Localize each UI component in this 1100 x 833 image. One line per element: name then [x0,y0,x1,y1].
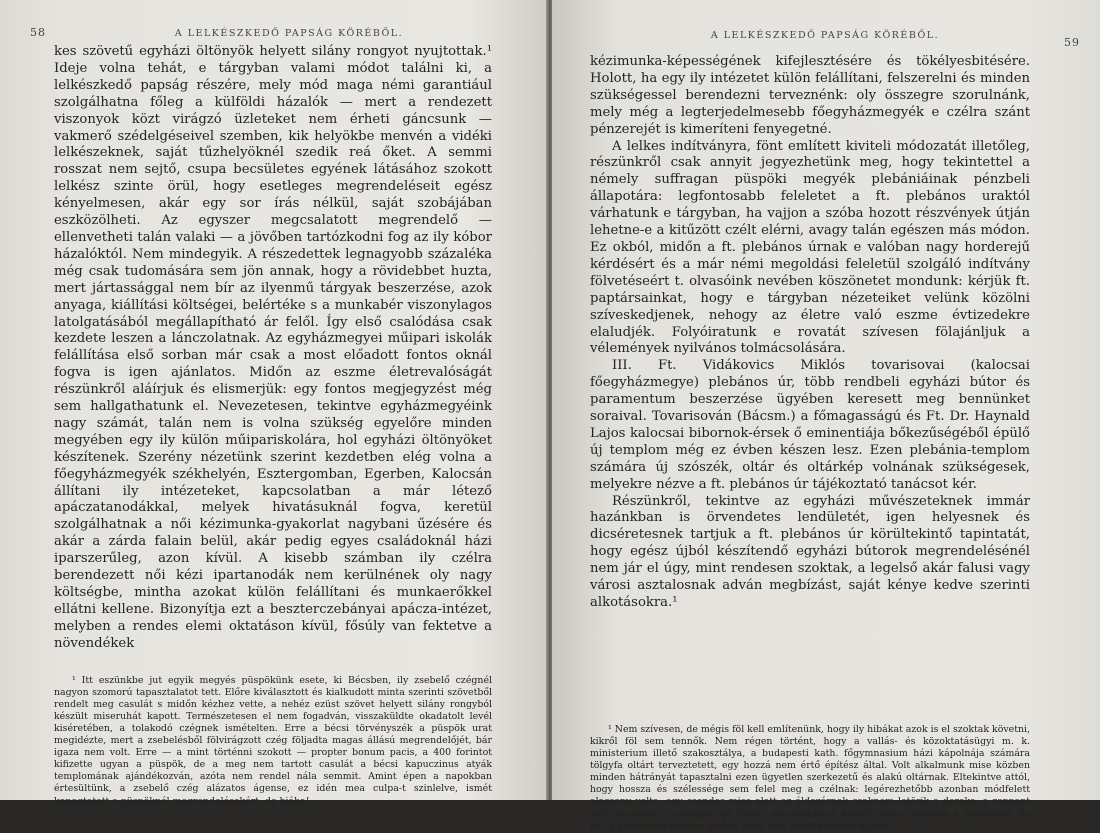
left-page [0,0,548,807]
right-footnote-text: ¹ Nem szívesen, de mégis föl kell említenünk, hogy ily hibákat azok is el szoktak követni, kikről föl sem tennők. Nem régen történt, hogy a vallás- és közoktatásügyi m. k. ministerium illető szakosztálya, a budapesti kath. főgymnasium házi kápolnája számára tölgyfa oltárt terveztetett, egy hozzá nem értő építész által. Volt alkalmunk mise közben minden hátrányát tapasztalni ezen ügyetlen szerkezetű és alakú oltárnak. Eltekintve attól, hogy hossza és szélessége sem felel meg a czélnak: legérezhetőbb azonban módfelett alacsony volta; egy csendes mise alatt az áldozárnak csaknem letörik a dereka, a roppant sok lehajlástól. Legalább egy lábbal magasabbnak kellett volna csinálnia a mesternek de hát a protestans építész azelőtt soha sem látott közelről oltárt! [590,723,1030,832]
right-running-head: A LELKÉSZKEDŐ PAPSÁG KÖRÉBŐL. [710,30,940,41]
left-footnote-text: ¹ Itt eszünkbe jut egyik megyés püspökünk esete, ki Bécsben, ily zsebelő czégnél nagyon szomorú tapasztalatot tett. Előre kiválasztott és kialkudott minta szerinti szövetből rendelt meg casulát s midőn kézhez vette, a nehéz ezüst szövet helyett silány rongyból készült miseruhát kapott. Természetesen el nem fogadván, visszaküldte okadatolt levél kiséretében, a tolakodó czégnek ismételten. Erre a bécsi törvényszék a püspök urat megidézte, mert a zsebelésből fölvirágzott czég följadta magas állású megrendelőjét, bár igaza nem volt. Erre — a mint történni szokott — propter bonum pacis, a 400 forintot kifizette ugyan a püspök, de a meg nem tartott casulát a bécsi kapuczinus atyák templomának ajándékozván, azóta nem rendel nála semmit. Amint épen a napokban értesültünk, a zsebelő czég alázatos ágense, ez idén mea culpa-t szinlelve, ismét kopogtatott a püspöknél megrendelésekért, de hiába! [54,674,492,807]
left-page-header [30,18,524,44]
left-paragraph-1: kes szövetű egyházi öltönyök helyett silány rongyot nyujtottak.¹ Ideje volna tehát, e tárgyban valami módot találni ki, a lelkészkedő papság részére, mely mód maga némi garantiául szolgálhatna főleg a külföldi házalók — mert a rendezett viszonyok közt virágzó üzleteket nem érheti gáncsunk — vakmerő szédelgéseivel szemben, kik helyökbe menvén a vidéki lelkészeknek, saját tűzhelyöknél szedik reá őket. A semmi rosszat nem sejtő, csupa becsületes egyének látásához szokott lelkész szinte örül, hogy esetleges megrendeléseit egész kényelmesen, akár egy sor írás nélkül, saját szobájában eszközölheti. Az egyszer megcsalatott megrendelő — ellenvetheti talán valaki — a jövőben tartózkodni fog az ily kóbor házalóktól. Nem mindegyik. A részedettek legnagyobb százaléka még csak tudomására sem jön annak, hogy a rövidebbet huzta, mert jártassággal nem bír az ilyenmű tárgyak beszerzése, azok anyaga, kiállítási költségei, belértéke s a munkabér viszonylagos latolgatásából megállapítható ár felől. Így első csalódása csak kezdete leszen a lánczolatnak. Az egyházmegyei műipari iskolák felállítása első sorban már csak a most előadott fontos oknál fogva is igen ajánlatos. Midőn az eszme életrevalóságát részünkről aláírjuk és elismerjük: egy fontos megjegyzést még sem hallgathatunk el. Nevezetesen, tekintve egyházmegyéink nagy számát, talán nem is volna szükség egyelőre minden megyében egy ily külön műipariskolára, hol egyházi öltönyöket készítenek. Szerény nézetünk szerint kezdetben elég volna a főegyházmegyék székhelyén, Esztergomban, Egerben, Kalocsán állítani ily intézeteket, kapcsolatban a már létező apáczatanodákkal, melyek hivatásuknál fogva, keretül szolgálhatnak a női kézimunka-gyakorlat nagybani űzésére és akár a zárda falain belül, akár pedig egyes családoknál házi iparszerűleg, azon kívül. A kisebb számban ily czélra berendezett női kézi ipartanodák nem kerülnének oly nagy költségbe, mintha azokat külön felállítani és munkaerőkkel ellátni kellene. Bizonyítja ezt a beszterczebányai apácza-intézet, melyben a rendes elemi oktatáson kívül, fősúly van fektetve a növendékek [54,44,492,651]
right-page-number: 59 [1064,36,1080,49]
left-page-number: 58 [30,26,46,39]
right-page [552,0,1100,832]
right-paragraph-4: Részünkről, tekintve az egyházi művészeteknek immár hazánkban is örvendetes lendületét, igen helyesnek és dicséretesnek tartjuk a ft. plebános úr körültekintő tapintatát, hogy egész újból készítendő egyházi bútorok megrendelésénél nem jár el úgy, mint rendesen szoktak, a legelső akár falusi vagy városi asztalosnak adván megbízást, saját kénye kedve szerinti alkotásokra.¹ [590,493,1030,610]
right-page-header [590,20,1080,49]
right-paragraph-1: kézimunka-képességének kifejlesztésére és tökélyesbitésére. Holott, ha egy ily intézetet külön felállítani, felszerelni és minden szükségessel berendezni terveznénk: oly összegre szorulnánk, mely még a legterjedelmesebb főegyházmegyék e czélra szánt pénzerejét is kimeríteni fenyegetné. [590,54,1030,137]
left-body-text [54,44,492,653]
left-running-head: A LELKÉSZKEDŐ PAPSÁG KÖRÉBŐL. [174,28,404,39]
right-paragraph-2: A lelkes indítványra, fönt említett kiviteli módozatát illetőleg, részünkről csak annyit jegyezhetünk meg, hogy tekintettel a némely suffragan püspöki megyék plebániáinak pénzbeli állapotára: legfontosabb feleletet a ft. plebános uraktól várhatunk e tárgyban, ha vajjon a szóba hozott részvények útján lehetne-e a kitűzött czélt elérni, avagy talán egészen más módon. Ez okból, midőn a ft. plebános úrnak e valóban nagy horderejű kérdésért és a már némi megoldási feleletül szolgáló indítvány fölvetéseért t. olvasóink nevében köszönetet mondunk: kérjük ft. paptársainkat, hogy e tárgyban nézeteiket velünk közölni szíveskedjenek, nehogy az életre való eszme évtizedekre elaludjék. Folyóiratunk e rovatát szívesen fölajánljuk a vélemények nyilvános tolmácsolására. [590,138,1030,357]
left-footnote [54,675,492,808]
right-body-text [590,54,1030,612]
right-footnote [590,724,1030,833]
right-paragraph-3: III. Ft. Vidákovics Miklós tovarisovai (kalocsai főegyházmegye) plebános úr, több rendbeli egyházi bútor és paramentum beszerzése ügyében keresett meg bennünket soraival. Tovarisován (Bácsm.) a főmagasságú és Ft. Dr. Haynald Lajos kalocsai bibornok-érsek ő eminentiája bőkezűségéből épülő új templom még ez évben készen lesz. Ezen plebánia-templom számára új szószék, oltár és oltárkép volnának szükségesek, melyekre nézve a ft. plebános úr tájékoztató tanácsot kér. [590,358,1030,492]
